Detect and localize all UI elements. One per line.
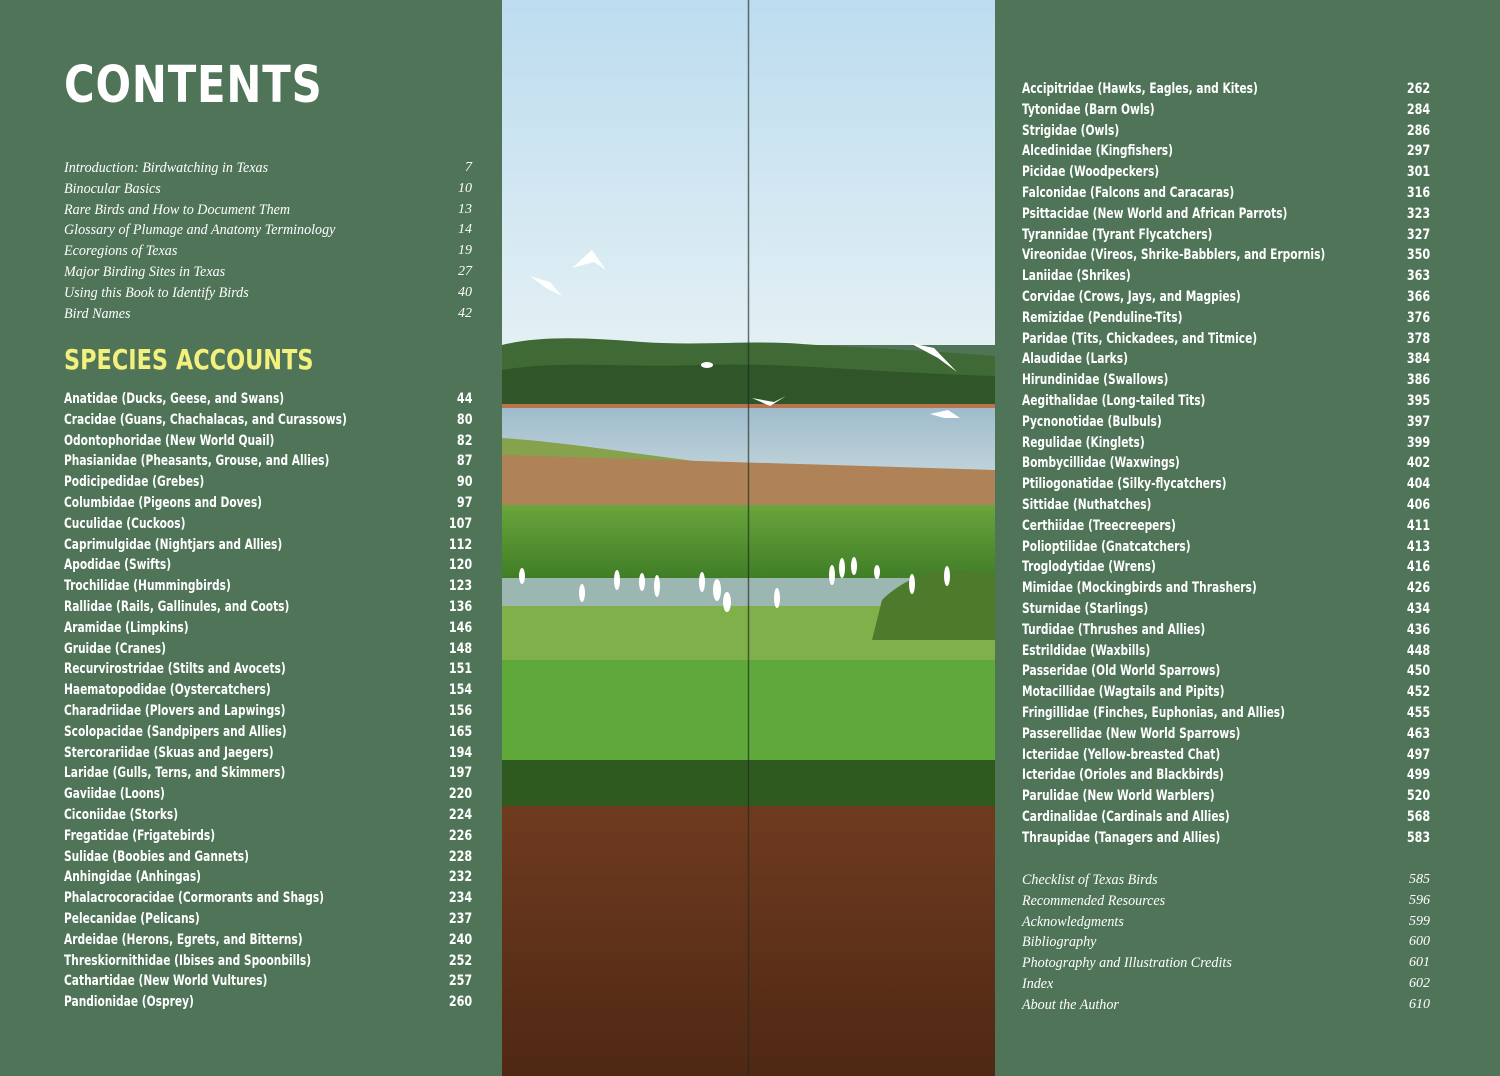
toc-entry-label: Icteridae (Orioles and Blackbirds) [1022,767,1224,784]
toc-entry-label: Picidae (Woodpeckers) [1022,164,1160,181]
toc-entry-label: Ardeidae (Herons, Egrets, and Bitterns) [64,931,303,948]
toc-entry-label: Fringillidae (Finches, Euphonias, and Allies) [1022,704,1286,721]
toc-entry-label: Scolopacidae (Sandpipers and Allies) [64,723,287,740]
toc-entry-page-number: 596 [1409,892,1430,908]
toc-entry [64,888,472,909]
toc-entry-page-number: 455 [1406,704,1430,721]
toc-entry-page-number: 146 [448,619,472,636]
toc-entry-page-number: 136 [448,598,472,615]
toc-entry-page-number: 252 [448,952,472,969]
toc-entry-page-number: 363 [1406,268,1430,285]
toc-entry-page-number: 450 [1406,663,1430,680]
toc-entry-page-number: 97 [456,494,472,511]
toc-entry-page-number: 568 [1406,808,1430,825]
toc-entry-label: Aegithalidae (Long-tailed Tits) [1022,392,1206,409]
toc-entry-label: Thraupidae (Tanagers and Allies) [1022,829,1221,846]
toc-entry-label: Columbidae (Pigeons and Doves) [64,494,263,511]
toc-entry [1022,891,1430,912]
toc-entry [64,618,472,639]
toc-entry [1022,433,1430,454]
species-accounts-list-left [64,389,472,1013]
toc-entry [1022,329,1430,350]
toc-entry-page-number: 42 [458,305,472,321]
toc-entry-label: Parulidae (New World Warblers) [1022,788,1215,805]
toc-entry [1022,828,1430,849]
toc-entry-label: Accipitridae (Hawks, Eagles, and Kites) [1022,81,1258,97]
toc-entry [1022,204,1430,225]
toc-entry-label: Charadriidae (Plovers and Lapwings) [64,702,286,719]
toc-entry [64,743,472,764]
toc-entry-page-number: 165 [448,723,472,740]
toc-entry-label: Recurvirostridae (Stilts and Avocets) [64,661,286,678]
toc-entry [64,283,472,304]
toc-entry-label: Estrildidae (Waxbills) [1022,642,1151,659]
toc-entry-label: Recommended Resources [1022,892,1166,909]
toc-entry-label: Index [1022,975,1054,992]
toc-entry-label: Acknowledgments [1022,913,1124,930]
toc-entry-page-number: 448 [1406,642,1430,659]
toc-entry-label: Threskiornithidae (Ibises and Spoonbills) [64,952,312,969]
toc-entry-label: Corvidae (Crows, Jays, and Magpies) [1022,288,1241,305]
toc-entry-page-number: 151 [448,661,472,678]
toc-entry-label: Bird Names [64,305,131,322]
toc-entry-label: Odontophoridae (New World Quail) [64,432,275,449]
toc-entry-page-number: 82 [456,432,472,449]
toc-entry-label: Pycnonotidae (Bulbuls) [1022,413,1162,430]
toc-entry-label: Laridae (Gulls, Terns, and Skimmers) [64,765,286,782]
toc-entry-label: Bombycillidae (Waxwings) [1022,455,1180,472]
toc-entry-page-number: 402 [1406,455,1430,472]
toc-entry [1022,287,1430,308]
toc-entry-label: Anhingidae (Anhingas) [64,869,202,886]
toc-entry-page-number: 434 [1406,600,1430,617]
toc-entry-page-number: 107 [448,515,472,532]
toc-entry-page-number: 286 [1406,122,1430,139]
toc-entry-label: Troglodytidae (Wrens) [1022,559,1156,576]
toc-entry-page-number: 411 [1406,517,1430,534]
toc-entry-label: Checklist of Texas Birds [1022,872,1158,888]
toc-entry-page-number: 123 [448,578,472,595]
toc-entry-label: Ecoregions of Texas [64,243,178,260]
toc-entry [64,576,472,597]
toc-entry-label: Remizidae (Penduline-Tits) [1022,309,1183,326]
toc-entry [1022,807,1430,828]
toc-entry [1022,786,1430,807]
toc-entry [1022,516,1430,537]
species-accounts-list-right [1022,79,1430,848]
toc-entry [1022,557,1430,578]
toc-entry-label: Tytonidae (Barn Owls) [1022,101,1155,118]
toc-entry-page-number: 87 [456,453,472,470]
toc-entry-page-number: 452 [1406,684,1430,701]
toc-entry-page-number: 463 [1406,725,1430,742]
toc-entry-label: Strigidae (Owls) [1022,122,1120,139]
toc-entry-label: Pelecanidae (Pelicans) [64,910,200,927]
toc-entry-label: Pandionidae (Osprey) [64,994,194,1011]
toc-entry [64,200,472,221]
toc-entry [1022,912,1430,933]
toc-entry [1022,599,1430,620]
toc-entry-page-number: 40 [458,284,472,300]
toc-entry [64,992,472,1013]
toc-entry [64,909,472,930]
toc-entry-label: Tyrannidae (Tyrant Flycatchers) [1022,226,1213,243]
toc-entry-page-number: 397 [1406,413,1430,430]
left-page [0,0,502,1076]
toc-entry [1022,495,1430,516]
toc-entry-page-number: 90 [456,474,472,491]
toc-entry-label: Fregatidae (Frigatebirds) [64,827,216,844]
toc-entry-page-number: 148 [448,640,472,657]
toc-entry [64,971,472,992]
toc-entry-page-number: 301 [1406,164,1430,181]
toc-entry-page-number: 376 [1406,309,1430,326]
page-title: CONTENTS [64,56,323,115]
toc-entry-label: Turdidae (Thrushes and Allies) [1022,621,1206,638]
toc-entry-page-number: 284 [1406,101,1430,118]
toc-entry-page-number: 120 [448,557,472,574]
toc-entry-label: Haematopodidae (Oystercatchers) [64,682,271,699]
toc-entry-page-number: 600 [1409,934,1430,950]
toc-entry-label: Hirundinidae (Swallows) [1022,372,1169,389]
toc-entry [64,639,472,660]
toc-entry-page-number: 10 [458,180,472,196]
toc-entry-page-number: 404 [1406,476,1430,493]
toc-entry-page-number: 260 [448,994,472,1011]
toc-entry [64,847,472,868]
toc-entry-page-number: 413 [1406,538,1430,555]
toc-entry-label: Gaviidae (Loons) [64,786,165,803]
toc-entry [64,826,472,847]
toc-entry-label: Phalacrocoracidae (Cormorants and Shags) [64,890,325,907]
toc-entry-page-number: 406 [1406,496,1430,513]
toc-entry-page-number: 197 [448,765,472,782]
toc-entry-page-number: 232 [448,869,472,886]
toc-entry-page-number: 234 [448,890,472,907]
toc-entry [1022,578,1430,599]
toc-entry [64,389,472,410]
toc-entry-label: Alcedinidae (Kingfishers) [1022,143,1174,160]
toc-entry-label: Caprimulgidae (Nightjars and Allies) [64,536,283,553]
toc-entry [1022,724,1430,745]
toc-entry-page-number: 366 [1406,288,1430,305]
toc-entry-page-number: 436 [1406,621,1430,638]
toc-entry [1022,79,1430,100]
toc-entry-page-number: 384 [1406,351,1430,368]
toc-entry [1022,953,1430,974]
toc-entry [1022,765,1430,786]
toc-entry-label: Certhiidae (Treecreepers) [1022,517,1176,534]
toc-entry-label: Bibliography [1022,934,1097,951]
toc-entry [64,410,472,431]
toc-entry-page-number: 226 [448,827,472,844]
toc-entry-label: Binocular Basics [64,180,161,197]
toc-entry [1022,391,1430,412]
toc-entry-label: Anatidae (Ducks, Geese, and Swans) [64,391,285,407]
toc-entry-label: Psittacidae (New World and African Parrots) [1022,205,1288,222]
toc-entry [1022,474,1430,495]
toc-entry [1022,453,1430,474]
toc-entry [64,930,472,951]
toc-entry [1022,995,1430,1016]
toc-entry-page-number: 19 [458,243,472,259]
toc-entry-label: Photography and Illustration Credits [1022,955,1232,972]
toc-entry-page-number: 14 [458,222,472,238]
toc-entry [1022,641,1430,662]
toc-entry [1022,537,1430,558]
toc-entry-label: Sittidae (Nuthatches) [1022,496,1152,513]
toc-entry-label: Cardinalidae (Cardinals and Allies) [1022,808,1230,825]
toc-entry-page-number: 27 [458,263,472,279]
toc-entry-page-number: 610 [1409,996,1430,1012]
toc-entry [1022,183,1430,204]
toc-entry-page-number: 112 [448,536,472,553]
toc-entry [1022,870,1430,891]
toc-entry-label: Laniidae (Shrikes) [1022,268,1131,285]
toc-entry-label: Paridae (Tits, Chickadees, and Titmice) [1022,330,1258,347]
toc-entry-page-number: 499 [1406,767,1430,784]
toc-entry-label: Sulidae (Boobies and Gannets) [64,848,250,865]
toc-entry [64,514,472,535]
toc-entry [64,262,472,283]
toc-entry-page-number: 350 [1406,247,1430,264]
toc-entry-page-number: 497 [1406,746,1430,763]
toc-entry-label: Ciconiidae (Storks) [64,806,179,823]
toc-entry-label: Apodidae (Swifts) [64,557,172,574]
toc-entry-page-number: 386 [1406,372,1430,389]
toc-entry-page-number: 7 [465,160,472,175]
toc-entry-label: Podicipedidae (Grebes) [64,474,205,491]
section-title-species-accounts: SPECIES ACCOUNTS [64,343,314,376]
toc-entry [64,158,472,179]
toc-entry [64,179,472,200]
toc-entry-page-number: 323 [1406,205,1430,222]
toc-entry [64,241,472,262]
toc-entry [1022,932,1430,953]
toc-entry [1022,141,1430,162]
toc-entry-page-number: 262 [1406,81,1430,97]
toc-entry-page-number: 599 [1409,913,1430,929]
toc-entry-label: Alaudidae (Larks) [1022,351,1128,368]
toc-entry [1022,308,1430,329]
toc-entry [64,451,472,472]
toc-entry-page-number: 220 [448,786,472,803]
toc-entry [64,597,472,618]
toc-entry-page-number: 426 [1406,580,1430,597]
toc-entry-label: Gruidae (Cranes) [64,640,167,657]
toc-entry-page-number: 224 [448,806,472,823]
toc-entry [1022,745,1430,766]
toc-entry-page-number: 416 [1406,559,1430,576]
toc-entry-label: Rallidae (Rails, Gallinules, and Coots) [64,598,290,615]
toc-entry-page-number: 257 [448,973,472,990]
toc-entry-page-number: 327 [1406,226,1430,243]
toc-entry-page-number: 585 [1409,872,1430,887]
toc-entry [64,951,472,972]
toc-entry-page-number: 316 [1406,184,1430,201]
toc-entry [1022,974,1430,995]
toc-entry-label: Ptiliogonatidae (Silky-flycatchers) [1022,476,1227,493]
toc-entry-page-number: 228 [448,848,472,865]
toc-entry-label: Regulidae (Kinglets) [1022,434,1145,451]
toc-entry [64,535,472,556]
toc-entry-label: Cracidae (Guans, Chachalacas, and Curassows) [64,411,347,428]
toc-entry [64,659,472,680]
toc-entry-page-number: 80 [456,411,472,428]
toc-entry-label: Glossary of Plumage and Anatomy Terminology [64,222,336,239]
toc-entry [1022,162,1430,183]
toc-entry [64,493,472,514]
toc-entry-page-number: 378 [1406,330,1430,347]
toc-entry-label: Motacillidae (Wagtails and Pipits) [1022,684,1225,701]
toc-entry [64,680,472,701]
toc-entry [64,805,472,826]
toc-entry-label: Passerellidae (New World Sparrows) [1022,725,1241,742]
toc-entry [1022,100,1430,121]
toc-entry [1022,245,1430,266]
toc-entry [64,763,472,784]
toc-entry-page-number: 601 [1409,955,1430,971]
toc-entry-page-number: 154 [448,682,472,699]
toc-entry-label: Trochilidae (Hummingbirds) [64,578,231,595]
toc-entry [64,722,472,743]
toc-entry [64,304,472,325]
toc-entry [64,784,472,805]
toc-entry-label: Stercorariidae (Skuas and Jaegers) [64,744,274,761]
toc-entry-label: Mimidae (Mockingbirds and Thrashers) [1022,580,1257,597]
toc-entry [1022,121,1430,142]
toc-entry [1022,266,1430,287]
toc-entry-page-number: 395 [1406,392,1430,409]
toc-entry [64,555,472,576]
toc-entry-label: Falconidae (Falcons and Caracaras) [1022,184,1235,201]
back-matter-list [1022,870,1430,1016]
toc-entry-label: Passeridae (Old World Sparrows) [1022,663,1221,680]
toc-entry [1022,370,1430,391]
toc-entry [1022,225,1430,246]
toc-entry-label: Major Birding Sites in Texas [64,263,226,280]
toc-entry-label: Introduction: Birdwatching in Texas [64,160,269,176]
toc-entry [1022,682,1430,703]
toc-entry-page-number: 583 [1406,829,1430,846]
toc-entry [64,220,472,241]
toc-entry [1022,620,1430,641]
toc-entry-label: Aramidae (Limpkins) [64,619,189,636]
front-matter-list [64,158,472,324]
toc-entry-page-number: 399 [1406,434,1430,451]
toc-entry-page-number: 240 [448,931,472,948]
toc-entry [1022,703,1430,724]
toc-entry-label: Using this Book to Identify Birds [64,284,249,301]
toc-entry [64,431,472,452]
toc-entry-page-number: 156 [448,702,472,719]
toc-entry [1022,349,1430,370]
toc-entry-label: Cuculidae (Cuckoos) [64,515,186,532]
toc-entry-label: Icteriidae (Yellow-breasted Chat) [1022,746,1221,763]
toc-entry-page-number: 297 [1406,143,1430,160]
toc-entry-page-number: 13 [458,201,472,217]
toc-entry-page-number: 44 [456,391,472,407]
toc-entry-label: Rare Birds and How to Document Them [64,201,291,218]
toc-entry [64,472,472,493]
toc-entry [64,701,472,722]
toc-entry [1022,661,1430,682]
toc-entry-page-number: 237 [448,910,472,927]
toc-entry-page-number: 194 [448,744,472,761]
toc-entry-label: Sturnidae (Starlings) [1022,600,1149,617]
toc-entry [64,867,472,888]
wetland-photo [502,0,995,1076]
toc-entry-label: Phasianidae (Pheasants, Grouse, and Allies) [64,453,330,470]
toc-entry [1022,412,1430,433]
toc-entry-label: About the Author [1022,996,1119,1013]
toc-entry-label: Polioptilidae (Gnatcatchers) [1022,538,1191,555]
toc-entry-page-number: 520 [1406,788,1430,805]
toc-entry-page-number: 602 [1409,975,1430,991]
toc-entry-label: Vireonidae (Vireos, Shrike-Babblers, and Erpornis) [1022,247,1326,264]
toc-entry-label: Cathartidae (New World Vultures) [64,973,268,990]
